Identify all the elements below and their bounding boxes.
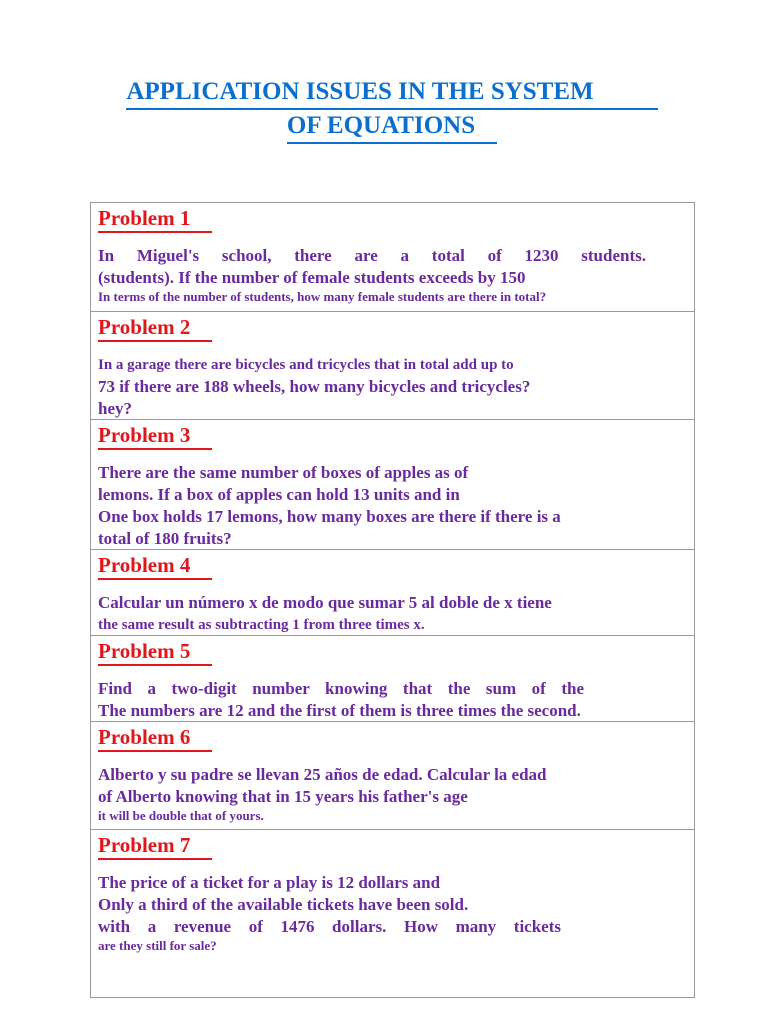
problem-1-text-line: In terms of the number of students, how many female students are there in total? bbox=[98, 289, 547, 304]
problem-5-text-line: The numbers are 12 and the first of them is three times the second. bbox=[98, 701, 581, 720]
problem-2-text-line: hey? bbox=[98, 399, 132, 418]
title-line-2: OF EQUATIONS bbox=[287, 110, 497, 144]
problem-3-text-line: There are the same number of boxes of apples as of bbox=[98, 463, 469, 482]
problem-4-text-line: the same result as subtracting 1 from three times x. bbox=[98, 617, 425, 633]
document-title bbox=[0, 76, 768, 144]
problem-6 bbox=[91, 721, 694, 829]
problem-7-title: Problem 7 bbox=[98, 832, 212, 860]
problem-4-text-line: Calcular un número x de modo que sumar 5 al doble de x tiene bbox=[98, 593, 552, 612]
problem-6-title: Problem 6 bbox=[98, 724, 212, 752]
problem-2-text-line: In a garage there are bicycles and tricycles that in total add up to bbox=[98, 357, 514, 373]
problems-table bbox=[90, 202, 695, 998]
problem-7-text-line: are they still for sale? bbox=[98, 938, 217, 953]
problem-3-text-line: total of 180 fruits? bbox=[98, 529, 232, 548]
problem-2-text-line: 73 if there are 188 wheels, how many bicycles and tricycles? bbox=[98, 377, 531, 396]
problem-3-title: Problem 3 bbox=[98, 422, 212, 450]
problem-6-text-line: of Alberto knowing that in 15 years his father's age bbox=[98, 787, 468, 806]
problem-6-text-line: it will be double that of yours. bbox=[98, 808, 264, 823]
problem-4-title: Problem 4 bbox=[98, 552, 212, 580]
problem-5 bbox=[91, 635, 694, 721]
problem-6-text-line: Alberto y su padre se llevan 25 años de edad. Calcular la edad bbox=[98, 765, 547, 784]
problem-7 bbox=[91, 829, 694, 997]
problem-2-title: Problem 2 bbox=[98, 314, 212, 342]
problem-5-text-line: Find a two-digit number knowing that the sum of the bbox=[98, 679, 584, 698]
title-line-1: APPLICATION ISSUES IN THE SYSTEM bbox=[126, 76, 657, 110]
problem-1-text-line: (students). If the number of female students exceeds by 150 bbox=[98, 268, 526, 287]
problem-7-text-line: Only a third of the available tickets have been sold. bbox=[98, 895, 469, 914]
problem-7-text-line: with a revenue of 1476 dollars. How many tickets bbox=[98, 917, 561, 936]
problem-3 bbox=[91, 419, 694, 549]
problem-7-text-line: The price of a ticket for a play is 12 dollars and bbox=[98, 873, 441, 892]
problem-3-text-line: One box holds 17 lemons, how many boxes are there if there is a bbox=[98, 507, 561, 526]
problem-1-title: Problem 1 bbox=[98, 205, 212, 233]
problem-1 bbox=[91, 203, 694, 311]
problem-5-title: Problem 5 bbox=[98, 638, 212, 666]
problem-3-text-line: lemons. If a box of apples can hold 13 units and in bbox=[98, 485, 460, 504]
problem-4 bbox=[91, 549, 694, 635]
problem-2 bbox=[91, 311, 694, 419]
problem-1-text-line: In Miguel's school, there are a total of 1230 students. bbox=[98, 246, 646, 265]
